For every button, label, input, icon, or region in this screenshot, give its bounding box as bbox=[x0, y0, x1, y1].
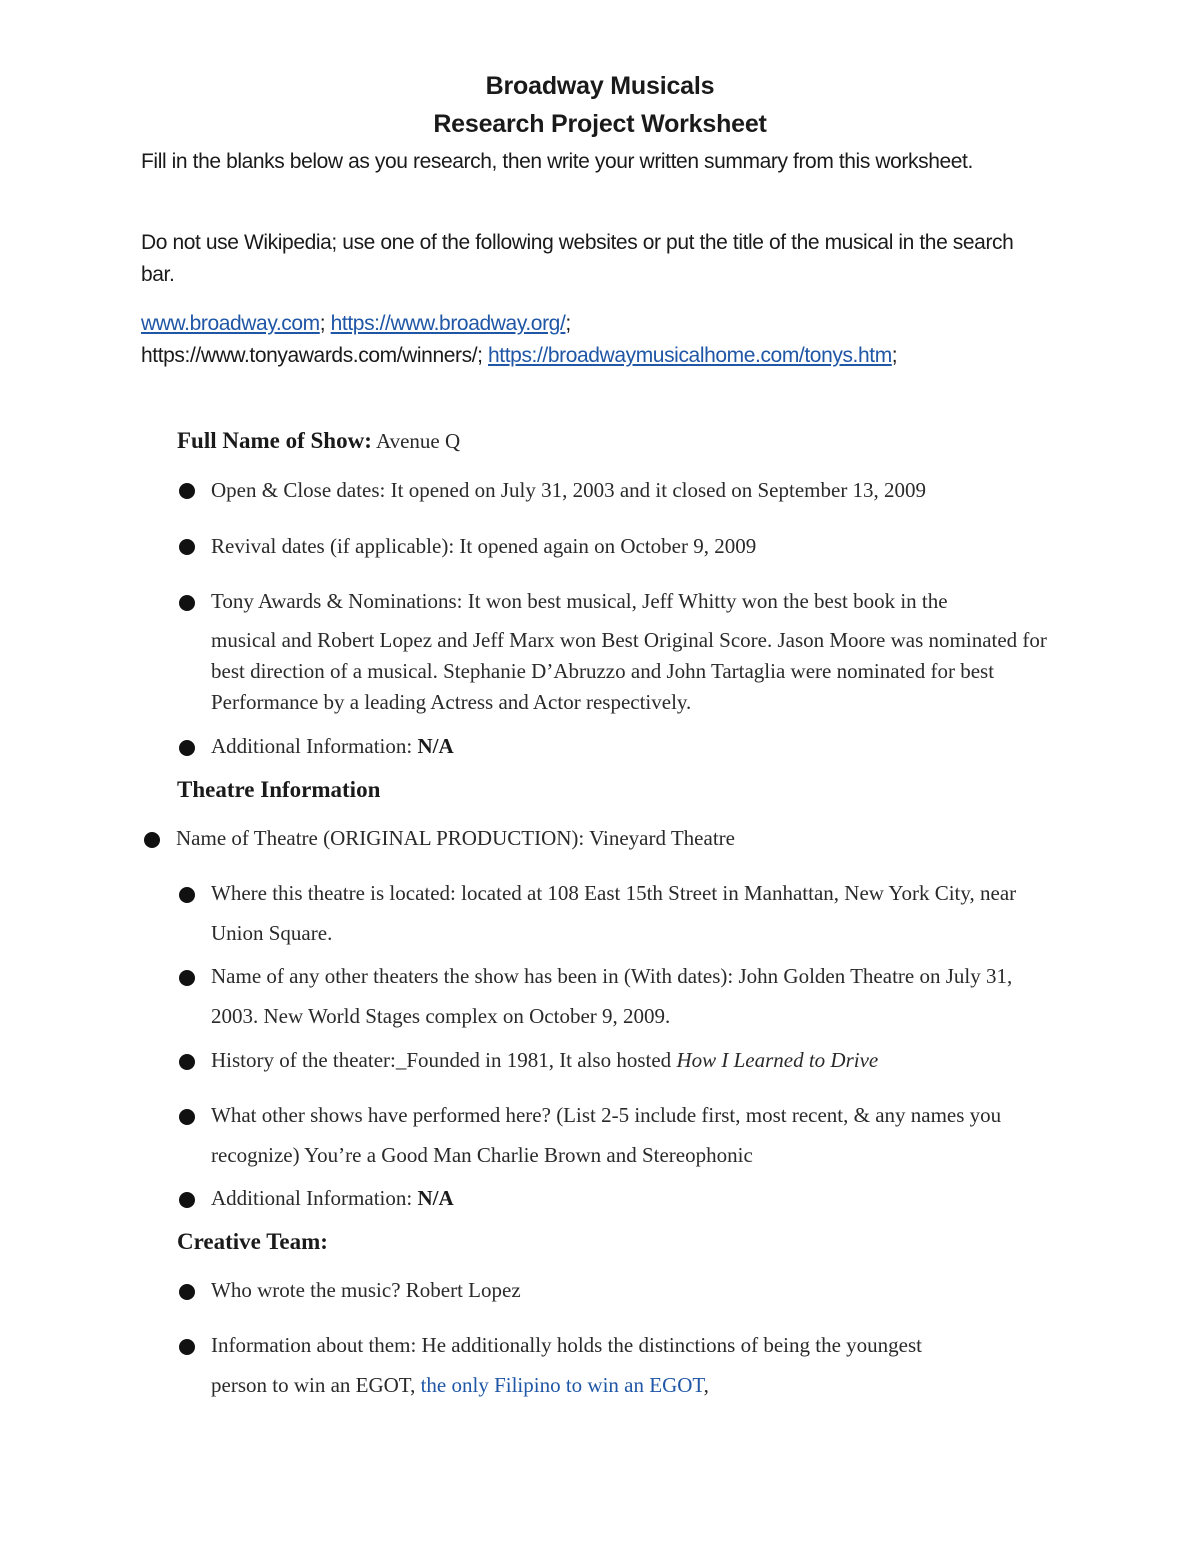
theatre-name: Name of Theatre (ORIGINAL PRODUCTION): Vineyard Theatre bbox=[176, 826, 735, 850]
composer-info-line2 bbox=[211, 1365, 1071, 1405]
bullet-icon bbox=[179, 1192, 195, 1208]
intro-sources-note: Do not use Wikipedia; use one of the following websites or put the title of the musical in the search bar. bbox=[141, 231, 1014, 286]
intro-instructions: Fill in the blanks below as you research, then write your written summary from this worksheet. bbox=[141, 150, 973, 173]
composer-info-text: person to win an EGOT, bbox=[211, 1373, 421, 1397]
composer-info-line1: Information about them: He additionally holds the distinctions of being the youngest bbox=[211, 1333, 922, 1357]
additional-info-value: N/A bbox=[417, 1186, 454, 1210]
other-shows: What other shows have performed here? (List 2-5 include first, most recent, & any names you recognize) You’re a Good Man Charlie Brown and Stereophonic bbox=[211, 1103, 1002, 1167]
composer-info-comma: , bbox=[703, 1373, 709, 1397]
link-separator: ; bbox=[565, 312, 571, 335]
link-broadway-com[interactable]: www.broadway.com bbox=[141, 312, 320, 335]
bullet-icon bbox=[144, 832, 160, 848]
bullet-icon bbox=[179, 970, 195, 986]
additional-info-value: N/A bbox=[417, 734, 454, 758]
bullet-icon bbox=[179, 887, 195, 903]
theatre-location: Where this theatre is located: located at 108 East 15th Street in Manhattan, New York City, near Union Square. bbox=[211, 881, 1017, 945]
link-broadway-org[interactable]: https://www.broadway.org/ bbox=[330, 312, 566, 335]
show-name-row bbox=[177, 428, 460, 454]
creative-team-heading: Creative Team: bbox=[177, 1229, 328, 1254]
bullet-icon bbox=[179, 595, 195, 611]
link-separator: ; bbox=[891, 344, 898, 367]
show-name-value: Avenue Q bbox=[371, 429, 461, 453]
theatre-additional-info bbox=[211, 1178, 1071, 1218]
tony-awards-line1: Tony Awards & Nominations: It won best musical, Jeff Whitty won the best book in the bbox=[211, 589, 948, 613]
link-separator: ; bbox=[319, 312, 326, 335]
bullet-icon bbox=[179, 740, 195, 756]
tonyawards-url: https://www.tonyawards.com/winners/; bbox=[141, 344, 483, 367]
composer-info-highlight: the only Filipino to win an EGOT bbox=[420, 1373, 704, 1397]
open-close-dates: Open & Close dates: It opened on July 31, 2003 and it closed on September 13, 2009 bbox=[211, 478, 927, 502]
revival-dates: Revival dates (if applicable): It opened again on October 9, 2009 bbox=[211, 534, 757, 558]
document-title: Broadway Musicals bbox=[485, 72, 715, 100]
bullet-icon bbox=[179, 1109, 195, 1125]
bullet-icon bbox=[179, 539, 195, 555]
additional-info-label: Additional Information: bbox=[211, 734, 418, 758]
tony-awards-details: musical and Robert Lopez and Jeff Marx won Best Original Score. Jason Moore was nominated for best direction of a musical. Stephanie D’Abruzzo and John Tartaglia were nominated for best Performance by a leading Actress and Actor respectively. bbox=[211, 628, 1047, 714]
document-subtitle: Research Project Worksheet bbox=[433, 110, 767, 138]
theater-history bbox=[211, 1040, 1071, 1080]
bullet-icon bbox=[179, 1339, 195, 1355]
bullet-icon bbox=[179, 483, 195, 499]
show-additional-info bbox=[211, 726, 1071, 766]
theatre-info-heading: Theatre Information bbox=[177, 777, 381, 802]
history-value: _Founded in 1981, It also hosted bbox=[395, 1048, 677, 1072]
bullet-icon bbox=[179, 1284, 195, 1300]
history-label: History of the theater: bbox=[211, 1048, 396, 1072]
link-broadwaymusicalhome[interactable]: https://broadwaymusicalhome.com/tonys.htm bbox=[488, 344, 892, 367]
additional-info-label: Additional Information: bbox=[211, 1186, 418, 1210]
source-links bbox=[141, 308, 1041, 372]
history-italic-title: How I Learned to Drive bbox=[676, 1048, 879, 1072]
music-writer: Who wrote the music? Robert Lopez bbox=[211, 1278, 521, 1302]
bullet-icon bbox=[179, 1054, 195, 1070]
show-name-label: Full Name of Show: bbox=[177, 428, 372, 453]
other-theaters: Name of any other theaters the show has been in (With dates): John Golden Theatre on July 31, 2003. New World Stages complex on October 9, 2009. bbox=[211, 964, 1013, 1028]
